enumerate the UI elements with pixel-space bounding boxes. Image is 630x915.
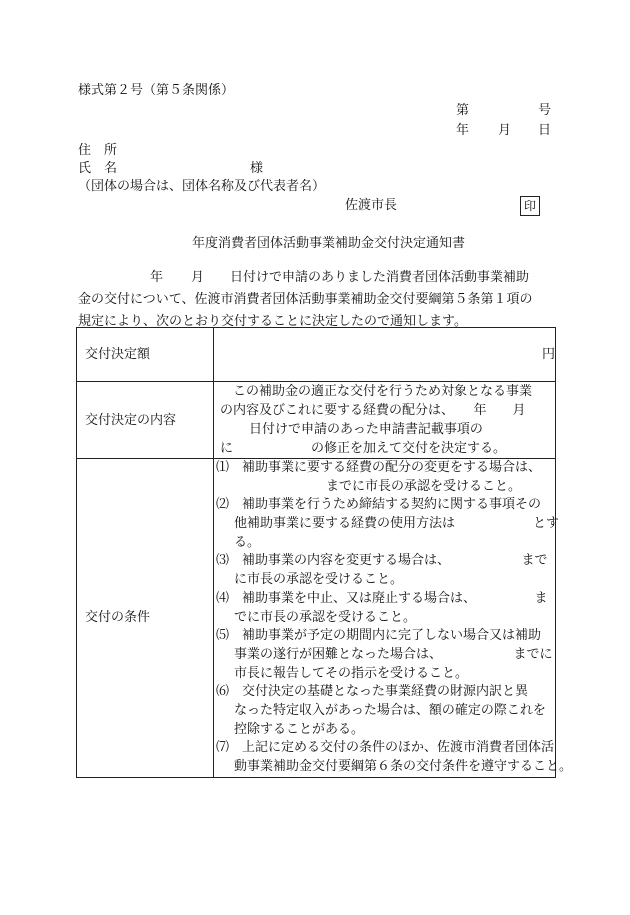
date-month-label: 月 <box>498 123 512 138</box>
number-dai-label: 第 <box>456 103 470 118</box>
content-line: の内容及びこれに要する経費の配分は、 年 月 <box>220 403 526 418</box>
form-number: 様式第２号（第５条関係） <box>78 83 235 98</box>
condition-line: る。 <box>234 534 261 550</box>
content-label: 交付決定の内容 <box>77 382 214 459</box>
body-line-3: 規定により、次のとおり交付することに決定したので通知します。 <box>78 314 467 329</box>
content-cell <box>214 382 556 459</box>
amount-unit: 円 <box>541 347 555 362</box>
amount-label: 交付決定額 <box>77 328 214 382</box>
condition-line: 動事業補助金交付要綱第６条の交付条件を遵守すること。 <box>234 759 573 774</box>
body-month: 月 <box>191 270 205 285</box>
body-paragraph <box>78 267 558 333</box>
honorific: 様 <box>250 161 264 176</box>
condition-line: ⑺ 上記に定める交付の条件のほか、佐渡市消費者団体活 <box>216 740 555 756</box>
condition-line: なった特定収入があった場合は、額の確定の際これを <box>234 702 546 718</box>
condition-line: ⑵ 補助事業を行うため締結する契約に関する事項その <box>216 497 542 513</box>
condition-line: 控除することがある。 <box>234 721 365 737</box>
date-day-label: 日 <box>538 123 552 138</box>
condition-line: 事業の遂行が困難となった場合は、 までに <box>234 646 553 662</box>
issuer-name: 佐渡市長 <box>345 198 398 213</box>
conditions-label: 交付の条件 <box>77 459 214 778</box>
table-row-conditions <box>77 459 556 778</box>
body-line-1-rest: 日付けで申請のありました消費者団体活動事業補助 <box>230 270 530 285</box>
condition-line: までに市長の承認を受けること。 <box>326 478 522 494</box>
date-year-label: 年 <box>456 123 470 138</box>
content-text <box>214 382 555 458</box>
content-line: に の修正を加えて交付を決定する。 <box>220 441 507 456</box>
condition-line: に市長の承認を受けること。 <box>234 572 404 588</box>
seal-mark: 印 <box>520 196 540 216</box>
table-row-amount <box>77 328 556 382</box>
amount-value <box>214 328 556 382</box>
document-title: 年度消費者団体活動事業補助金交付決定通知書 <box>192 236 466 251</box>
conditions-cell <box>214 459 573 778</box>
condition-line: 市長に報告してその指示を受けること。 <box>234 665 469 681</box>
conditions-text <box>214 459 573 777</box>
body-year: 年 <box>150 270 164 285</box>
table-row-content <box>77 382 556 459</box>
condition-line: ⑷ 補助事業を中止、又は廃止する場合は、 ま <box>216 590 548 606</box>
decision-table <box>76 327 573 778</box>
group-note: （団体の場合は、団体名称及び代表者名） <box>78 179 326 194</box>
name-label: 氏 名 <box>78 161 118 176</box>
condition-line: ⑴ 補助事業に要する経費の配分の変更をする場合は、 <box>216 460 542 475</box>
condition-line: ⑹ 交付決定の基礎となった事業経費の財源内訳と異 <box>216 684 529 700</box>
condition-line: でに市長の承認を受けること。 <box>234 609 417 625</box>
condition-line: 他補助事業に要する経費の使用方法は とす <box>234 516 560 532</box>
content-line: この補助金の適正な交付を行うため対象となる事業 <box>220 384 533 399</box>
body-line-2: 金の交付について、佐渡市消費者団体活動事業補助金交付要綱第５条第１項の <box>78 292 533 307</box>
body-line-1 <box>78 267 558 289</box>
condition-line: ⑸ 補助事業が予定の期間内に完了しない場合又は補助 <box>216 628 542 644</box>
address-label: 住 所 <box>78 143 118 158</box>
content-line: 日付けで申請のあった申請書記載事項の <box>236 422 483 437</box>
number-go-label: 号 <box>538 103 552 118</box>
condition-line: ⑶ 補助事業の内容を変更する場合は、 まで <box>216 553 548 569</box>
